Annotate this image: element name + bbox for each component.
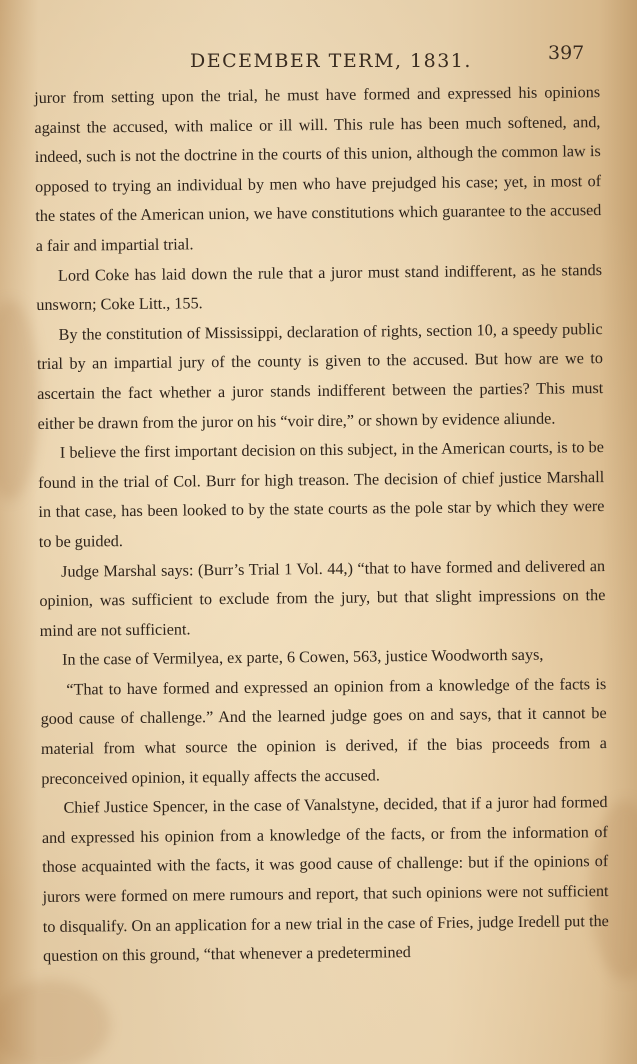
page-stain: [0, 300, 40, 500]
paragraph: Judge Marshal says: (Burr’s Trial 1 Vol. 44,) “that to have formed and delivered an opinion, was sufficient to exclude from the jury, but that slight impressions on the mind are not sufficient.: [39, 556, 606, 640]
body-text: [34, 78, 609, 972]
page-number: 397: [548, 42, 585, 64]
paragraph: “That to have formed and expressed an opinion from a knowledge of the facts is good cause of challenge.” And the learned judge goes on and says, that it cannot be material from what source the opinion is derived, if the bias proceeds from a preconceived opinion, it equally affects the accused.: [40, 674, 608, 788]
paragraph: Chief Justice Spencer, in the case of Vanalstyne, decided, that if a juror had formed and expressed his opinion from a knowledge of the facts, or from the information of those acquainted with the facts, it was good cause of challenge: but if the opinions of jurors were formed on mere rumours and report, that such opinions were not sufficient to disqualify. On an application for a new trial in the case of Fries, judge Iredell put the question on this ground, “that whenever a predetermined: [41, 793, 609, 966]
paragraph: Lord Coke has laid down the rule that a juror must stand indifferent, as he stands unsworn; Coke Litt., 155.: [36, 260, 603, 315]
paragraph: In the case of Vermilyea, ex parte, 6 Cowen, 563, justice Woodworth says,: [61, 645, 544, 670]
page-header: [0, 38, 637, 78]
paragraph: By the constitution of Mississippi, declaration of rights, section 10, a speedy public trial by an impartial jury of the county is given to the accused. But how are we to ascertain the fact whether a juror stands indifferent between the parties? This must either be drawn from the juror on his “voir dire,” or shown by evidence aliunde.: [36, 319, 604, 433]
page-stain: [0, 980, 110, 1064]
paragraph: juror from setting upon the trial, he must have formed and expressed his opinions against the accused, with malice or ill will. This rule has been much softened, and, indeed, such is not the doctrine in the courts of this union, although the common law is opposed to trying an individual by men who have prejudged his case; yet, in most of the states of the American union, we have constitutions which guarantee to the accused a fair and impartial trial.: [34, 83, 602, 255]
paragraph: I believe the first important decision on this subject, in the American courts, is to be found in the trial of Col. Burr for high treason. The decision of chief justice Marshall in that case, has been looked to by the state courts as the pole star by which they were to be guided.: [38, 438, 605, 551]
running-head: DECEMBER TERM, 1831.: [190, 50, 472, 72]
